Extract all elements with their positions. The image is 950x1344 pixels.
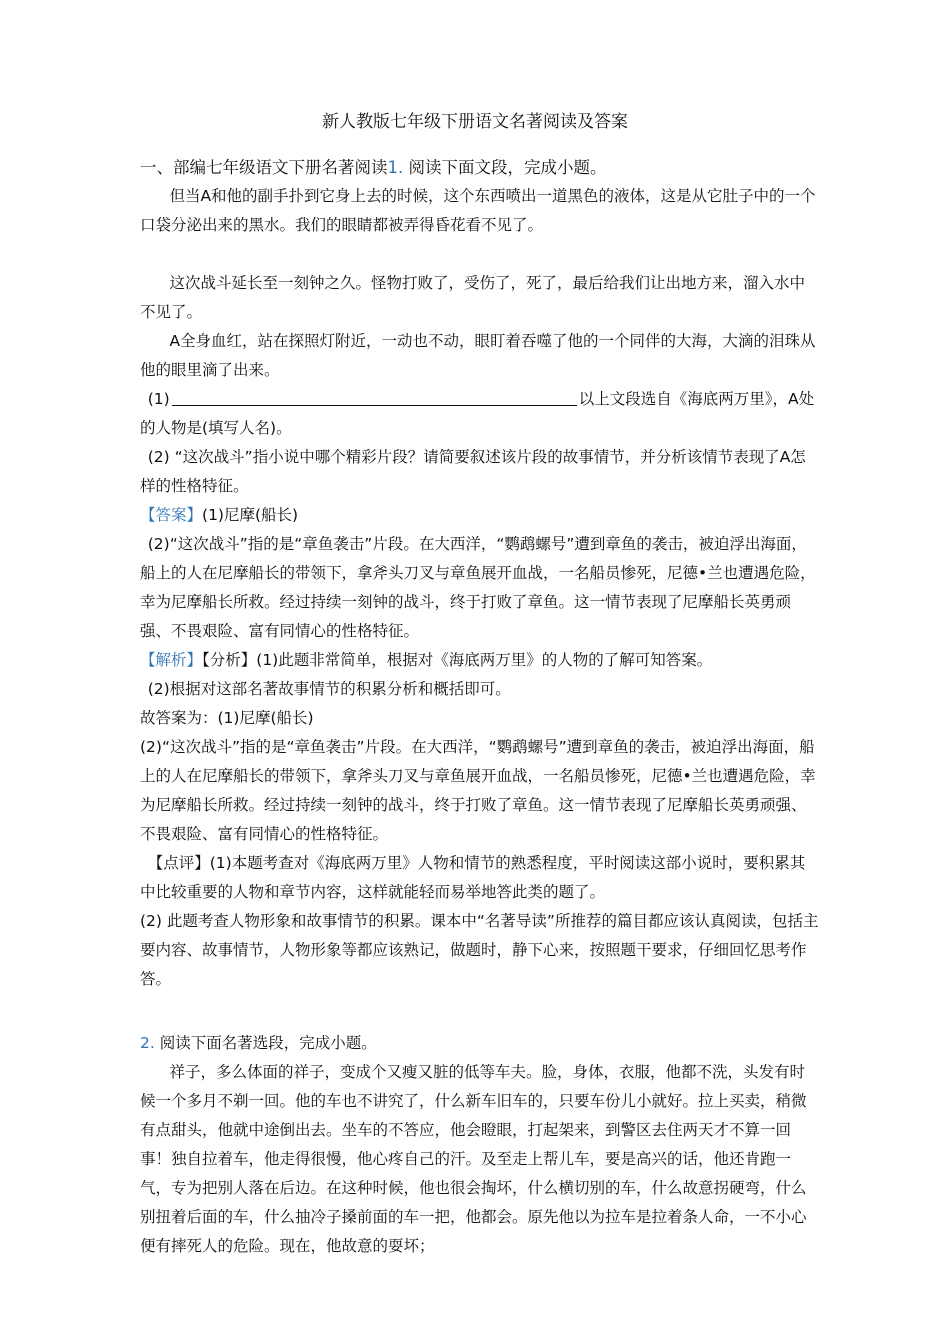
question-1-heading — [140, 153, 820, 182]
passage-paragraph: A全身血红，站在探照灯附近，一动也不动，眼盯着吞噬了他的一个同伴的大海，大滴的泪珠从他的眼里滴了出来。 — [140, 332, 816, 379]
question-1-prompt: 阅读下面文段，完成小题。 — [408, 158, 607, 177]
comment-2: (2) 此题考查人物形象和故事情节的积累。课本中“名著导读”所推荐的篇目都应该认真阅读，包括主要内容、故事情节，人物形象等都应该熟记，做题时，静下心来，按照题干要求，仔细回忆思考作答。 — [140, 912, 819, 988]
answer-blank — [172, 387, 577, 406]
final-answer-1: 故答案为：(1)尼摩(船长) — [140, 709, 314, 727]
document-body — [140, 153, 820, 1261]
answer-2-text: (2)“这次战斗”指的是“章鱼袭击”片段。在大西洋，“鹦鹉螺号”遭到章鱼的袭击，被迫浮出海面，船上的人在尼摩船长的带领下，拿斧头刀叉与章鱼展开血战，一名船员惨死，尼德•兰也遭遇危险，幸为尼摩船长所救。经过持续一刻钟的战斗，终于打败了章鱼。这一情节表现了尼摩船长英勇顽强、不畏艰险、富有同情心的性格特征。 — [140, 535, 816, 640]
question-gap — [140, 994, 820, 1029]
sub-question-1-text: 以上文段选自《海底两万里》，A处的人物是(填写人名)。 — [140, 390, 815, 437]
analysis-line-1 — [140, 646, 820, 675]
answer-tag: 【答案】 — [140, 506, 203, 524]
passage-paragraph: 这次战斗延长至一刻钟之久。怪物打败了，受伤了，死了，最后给我们让出地方来，溜入水中不见了。 — [140, 274, 805, 321]
analysis-tag: 【解析】 — [140, 651, 203, 669]
sub-question-1-prefix: (1) — [147, 390, 170, 408]
question-2-prompt: 阅读下面名著选段，完成小题。 — [159, 1034, 377, 1052]
comment-1: 【点评】(1)本题考查对《海底两万里》人物和情节的熟悉程度，平时阅读这部小说时，要积累其中比较重要的人物和章节内容，这样就能轻而易举地答此类的题了。 — [140, 854, 806, 901]
document-title: 新人教版七年级下册语文名著阅读及答案 — [322, 112, 628, 132]
passage-paragraph: 但当A和他的副手扑到它身上去的时候，这个东西喷出一道黑色的液体，这是从它肚子中的一个口袋分泌出来的黑水。我们的眼睛都被弄得昏花看不见了。 — [140, 187, 816, 234]
sub-question-1 — [140, 385, 820, 443]
final-answer-2: (2)“这次战斗”指的是“章鱼袭击”片段。在大西洋，“鹦鹉螺号”遭到章鱼的袭击，被迫浮出海面，船上的人在尼摩船长的带领下，拿斧头刀叉与章鱼展开血战，一名船员惨死，尼德•兰也遭遇危险，幸为尼摩船长所救。经过持续一刻钟的战斗，终于打败了章鱼。这一情节表现了尼摩船长英勇顽强、不畏艰险、富有同情心的性格特征。 — [140, 738, 816, 843]
answer-line-1 — [140, 501, 820, 530]
answer-1-text: (1)尼摩(船长) — [202, 506, 299, 524]
section-heading: 一、部编七年级语文下册名著阅读 — [140, 158, 388, 177]
passage-paragraph: 祥子，多么体面的祥子，变成个又瘦又脏的低等车夫。脸，身体，衣服，他都不洗，头发有时候一个多月不剃一回。他的车也不讲究了，什么新车旧车的，只要车份儿小就好。拉上买卖，稍微有点甜头，他就中途倒出去。坐车的不答应，他会瞪眼，打起架来，到警区去住两天才不算一回事！独自拉着车，他走得很慢，他心疼自己的汗。及至走上帮儿车，要是高兴的话，他还肯跑一气，专为把别人落在后边。在这种时候，他也很会掏坏，什么横切别的车，什么故意拐硬弯，什么别扭着后面的车，什么抽冷子搡前面的车一把，他都会。原先他以为拉车是拉着条人命，一不小心便有摔死人的危险。现在，他故意的耍坏； — [140, 1063, 807, 1255]
analysis-2-text: (2)根据对这部名著故事情节的积累分析和概括即可。 — [147, 680, 511, 698]
paragraph-gap — [140, 240, 820, 269]
sub-question-2: (2) “这次战斗”指小说中哪个精彩片段？请简要叙述该片段的故事情节，并分析该情节表现了A怎样的性格特征。 — [140, 448, 806, 495]
analysis-1-text: 【分析】(1)此题非常简单，根据对《海底两万里》的人物的了解可知答案。 — [202, 651, 713, 669]
question-2-number: 2. — [140, 1034, 155, 1052]
question-1-number: 1. — [387, 158, 404, 177]
question-2-heading — [140, 1029, 820, 1058]
